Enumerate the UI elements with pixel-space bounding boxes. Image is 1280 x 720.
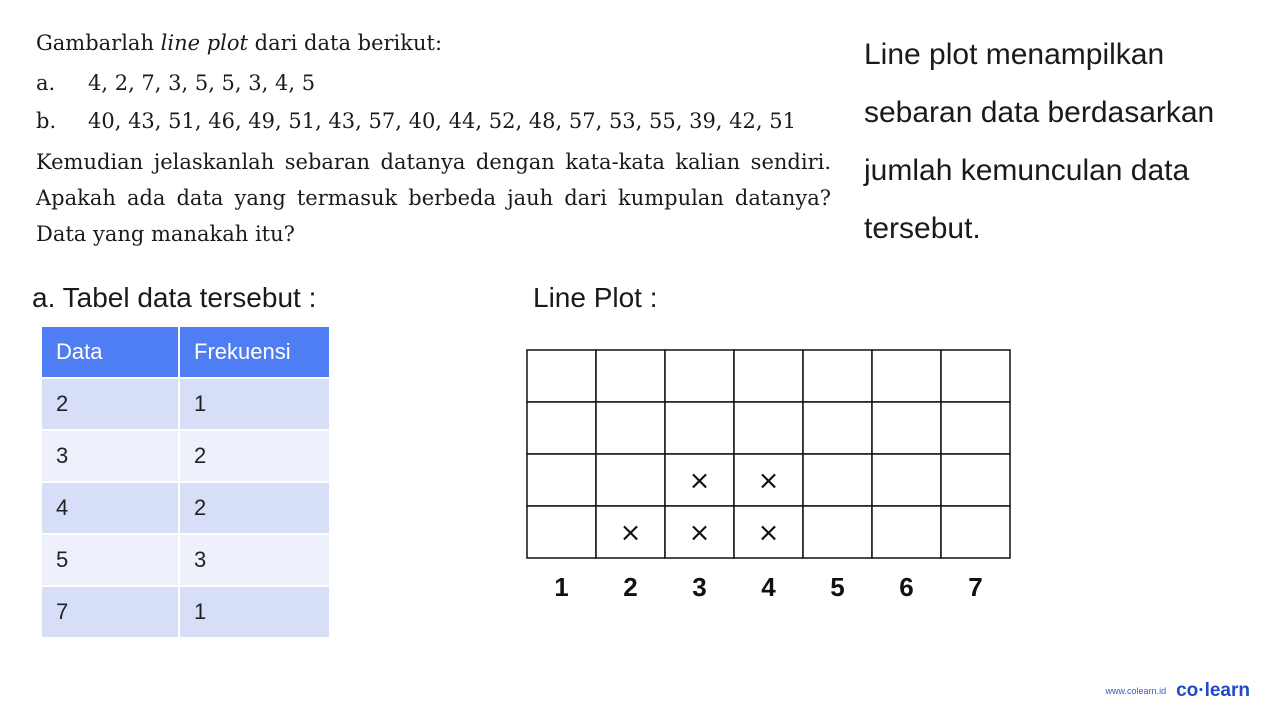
grid-cell xyxy=(734,402,803,454)
table-row xyxy=(42,587,329,637)
x-tick-label: 5 xyxy=(830,572,845,602)
x-tick-label: 7 xyxy=(968,572,983,602)
line-plot-term: line plot xyxy=(160,31,248,55)
plot-heading: Line Plot : xyxy=(533,282,658,313)
explanation-note: Line plot menampilkan sebaran data berdasarkan jumlah kemunculan data tersebut. xyxy=(864,38,1215,245)
grid-cell xyxy=(527,402,596,454)
grid-cell xyxy=(941,506,1010,558)
brand-logo: co·learn xyxy=(1176,680,1250,701)
table-row xyxy=(42,535,329,585)
grid-cell xyxy=(872,454,941,506)
data-mark: × xyxy=(757,466,780,496)
table-row xyxy=(42,431,329,481)
frequency-table xyxy=(40,325,331,639)
grid-cell xyxy=(872,350,941,402)
x-tick-label: 6 xyxy=(899,572,914,602)
grid-cell xyxy=(527,454,596,506)
problem-follow-up: Kemudian jelaskanlah sebaran datanya dengan kata-kata kalian sendiri. Apakah ada data yang termasuk berbeda jauh dari kumpulan datanya? Data yang manakah itu? xyxy=(36,150,831,246)
grid-cell xyxy=(803,506,872,558)
data-mark: × xyxy=(688,518,711,548)
cell-frequency: 1 xyxy=(180,587,329,637)
table-row xyxy=(42,379,329,429)
grid-cell xyxy=(803,350,872,402)
grid-cell xyxy=(872,506,941,558)
grid-cell xyxy=(665,350,734,402)
grid-cell xyxy=(527,350,596,402)
cell-data: 4 xyxy=(42,483,178,533)
cell-data: 7 xyxy=(42,587,178,637)
x-tick-label: 2 xyxy=(623,572,638,602)
grid-cell xyxy=(803,454,872,506)
grid-cell xyxy=(734,350,803,402)
header-frekuensi: Frekuensi xyxy=(180,327,329,377)
cell-frequency: 2 xyxy=(180,483,329,533)
grid-cell xyxy=(596,350,665,402)
cell-data: 2 xyxy=(42,379,178,429)
line-plot-chart xyxy=(510,340,1030,610)
problem-item-a: a. 4, 2, 7, 3, 5, 5, 3, 4, 5 xyxy=(36,71,316,95)
problem-intro: Gambarlah line plot dari data berikut: xyxy=(36,31,443,55)
watermark-url: www.colearn.id xyxy=(1105,686,1167,696)
cell-data: 5 xyxy=(42,535,178,585)
grid-cell xyxy=(596,454,665,506)
cell-frequency: 2 xyxy=(180,431,329,481)
data-mark: × xyxy=(688,466,711,496)
cell-data: 3 xyxy=(42,431,178,481)
grid-cell xyxy=(527,506,596,558)
grid-cell xyxy=(941,350,1010,402)
data-mark: × xyxy=(757,518,780,548)
x-tick-label: 3 xyxy=(692,572,707,602)
problem-statement xyxy=(36,28,831,252)
problem-item-b: b. 40, 43, 51, 46, 49, 51, 43, 57, 40, 44, 52, 48, 57, 53, 55, 39, 42, 51 xyxy=(36,109,796,133)
x-tick-label: 4 xyxy=(761,572,776,602)
watermark xyxy=(1106,680,1250,702)
cell-frequency: 3 xyxy=(180,535,329,585)
grid-cell xyxy=(941,402,1010,454)
table-header-row xyxy=(42,327,329,377)
grid-cell xyxy=(596,402,665,454)
grid-cell xyxy=(941,454,1010,506)
data-mark: × xyxy=(619,518,642,548)
table-row xyxy=(42,483,329,533)
grid-cell xyxy=(803,402,872,454)
grid-cell xyxy=(872,402,941,454)
cell-frequency: 1 xyxy=(180,379,329,429)
x-tick-label: 1 xyxy=(554,572,569,602)
table-heading: a. Tabel data tersebut : xyxy=(32,282,317,313)
header-data: Data xyxy=(42,327,178,377)
grid-cell xyxy=(665,402,734,454)
